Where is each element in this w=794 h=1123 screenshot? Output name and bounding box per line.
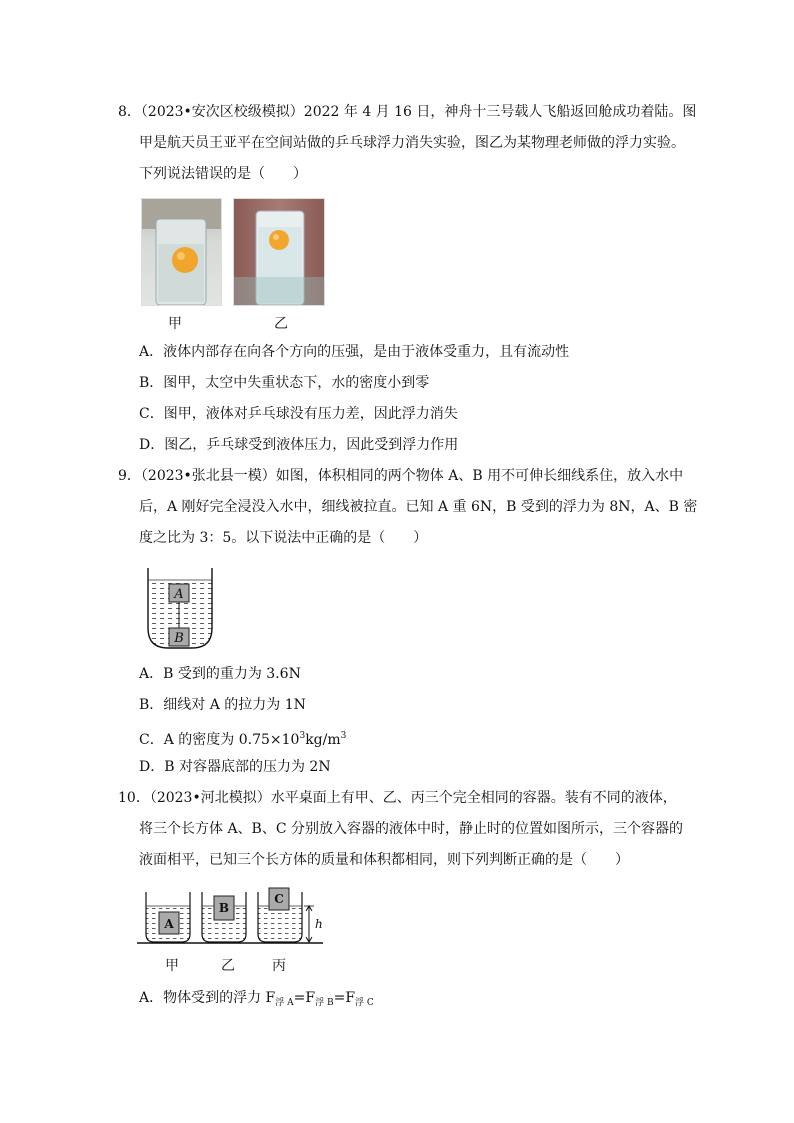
q10-option-a-text: A．物体受到的浮力 F [139, 990, 276, 1006]
q8-option-b: B．图甲，太空中失重状态下，水的密度小到零 [139, 375, 430, 391]
q9-line1: 9．（2023•张北县一模）如图，体积相同的两个物体 A、B 用不可伸长细线系住，放入水中 [118, 468, 684, 484]
q9-option-a: A．B 受到的重力为 3.6N [139, 666, 301, 682]
photo-yi [233, 198, 325, 306]
photo-jia-image [142, 199, 221, 305]
q10-diagram [137, 886, 327, 948]
block-c-10-label: C [274, 892, 284, 906]
container-label-jia: 甲 [165, 958, 179, 974]
q10-option-a [139, 990, 374, 1011]
q10-sub-c: 浮 C [355, 998, 374, 1008]
block-a-10-label: A [164, 917, 174, 931]
q10-line1: 10．（2023•河北模拟）水平桌面上有甲、乙、丙三个完全相同的容器。装有不同的液体， [118, 790, 677, 806]
container-label-yi: 乙 [221, 958, 235, 974]
photo-label-jia: 甲 [168, 316, 182, 332]
q8-line3: 下列说法错误的是（ ） [139, 166, 307, 182]
q9-line2: 后，A 刚好完全浸没入水中，细线被拉直。已知 A 重 6N，B 受到的浮力为 8N，A、B 密 [139, 499, 698, 515]
q10-line2: 将三个长方体 A、B、C 分别放入容器的液体中时，静止时的位置如图所示，三个容器的 [139, 821, 684, 837]
q9-option-c-exponent: 3 [299, 731, 306, 741]
block-b-label: B [174, 631, 184, 646]
q9-option-c-text: C．A 的密度为 0.75×10 [139, 732, 300, 748]
q9-option-c-unit: kg/m [305, 732, 341, 748]
block-a-label: A [174, 587, 184, 602]
q10-sub-a: 浮 A [275, 998, 294, 1008]
photo-yi-image [234, 199, 324, 305]
q9-option-c [139, 728, 346, 748]
q8-option-d: D．图乙，乒乓球受到液体压力，因此受到浮力作用 [139, 437, 459, 453]
q10-eq1: =F [293, 990, 316, 1006]
height-label: h [315, 917, 323, 931]
container-label-bing: 丙 [272, 958, 286, 974]
photo-label-yi: 乙 [274, 316, 288, 332]
q8-line2: 甲是航天员王亚平在空间站做的乒乓球浮力消失实验，图乙为某物理老师做的浮力实验。 [139, 135, 685, 151]
q8-option-c: C．图甲，液体对乒乓球没有压力差，因此浮力消失 [139, 406, 458, 422]
q9-option-b: B．细线对 A 的拉力为 1N [139, 697, 306, 713]
q8-line1: 8．（2023•安次区校级模拟）2022 年 4 月 16 日，神舟十三号载人飞船返回舱成功着陆。图 [118, 104, 697, 120]
q10-sub-b: 浮 B [315, 998, 334, 1008]
q10-eq2: =F [333, 990, 356, 1006]
q9-line3: 度之比为 3：5。以下说法中正确的是（ ） [139, 530, 428, 546]
block-b-10-label: B [218, 901, 230, 915]
q10-line3: 液面相平，已知三个长方体的质量和体积都相同，则下列判断正确的是（ ） [139, 852, 629, 868]
q9-diagram [143, 566, 217, 650]
q8-option-a: A．液体内部存在向各个方向的压强，是由于液体受重力，且有流动性 [139, 344, 570, 360]
q9-option-c-unit-exponent: 3 [340, 731, 347, 741]
q9-option-d: D．B 对容器底部的压力为 2N [139, 759, 331, 775]
photo-jia [141, 198, 222, 306]
